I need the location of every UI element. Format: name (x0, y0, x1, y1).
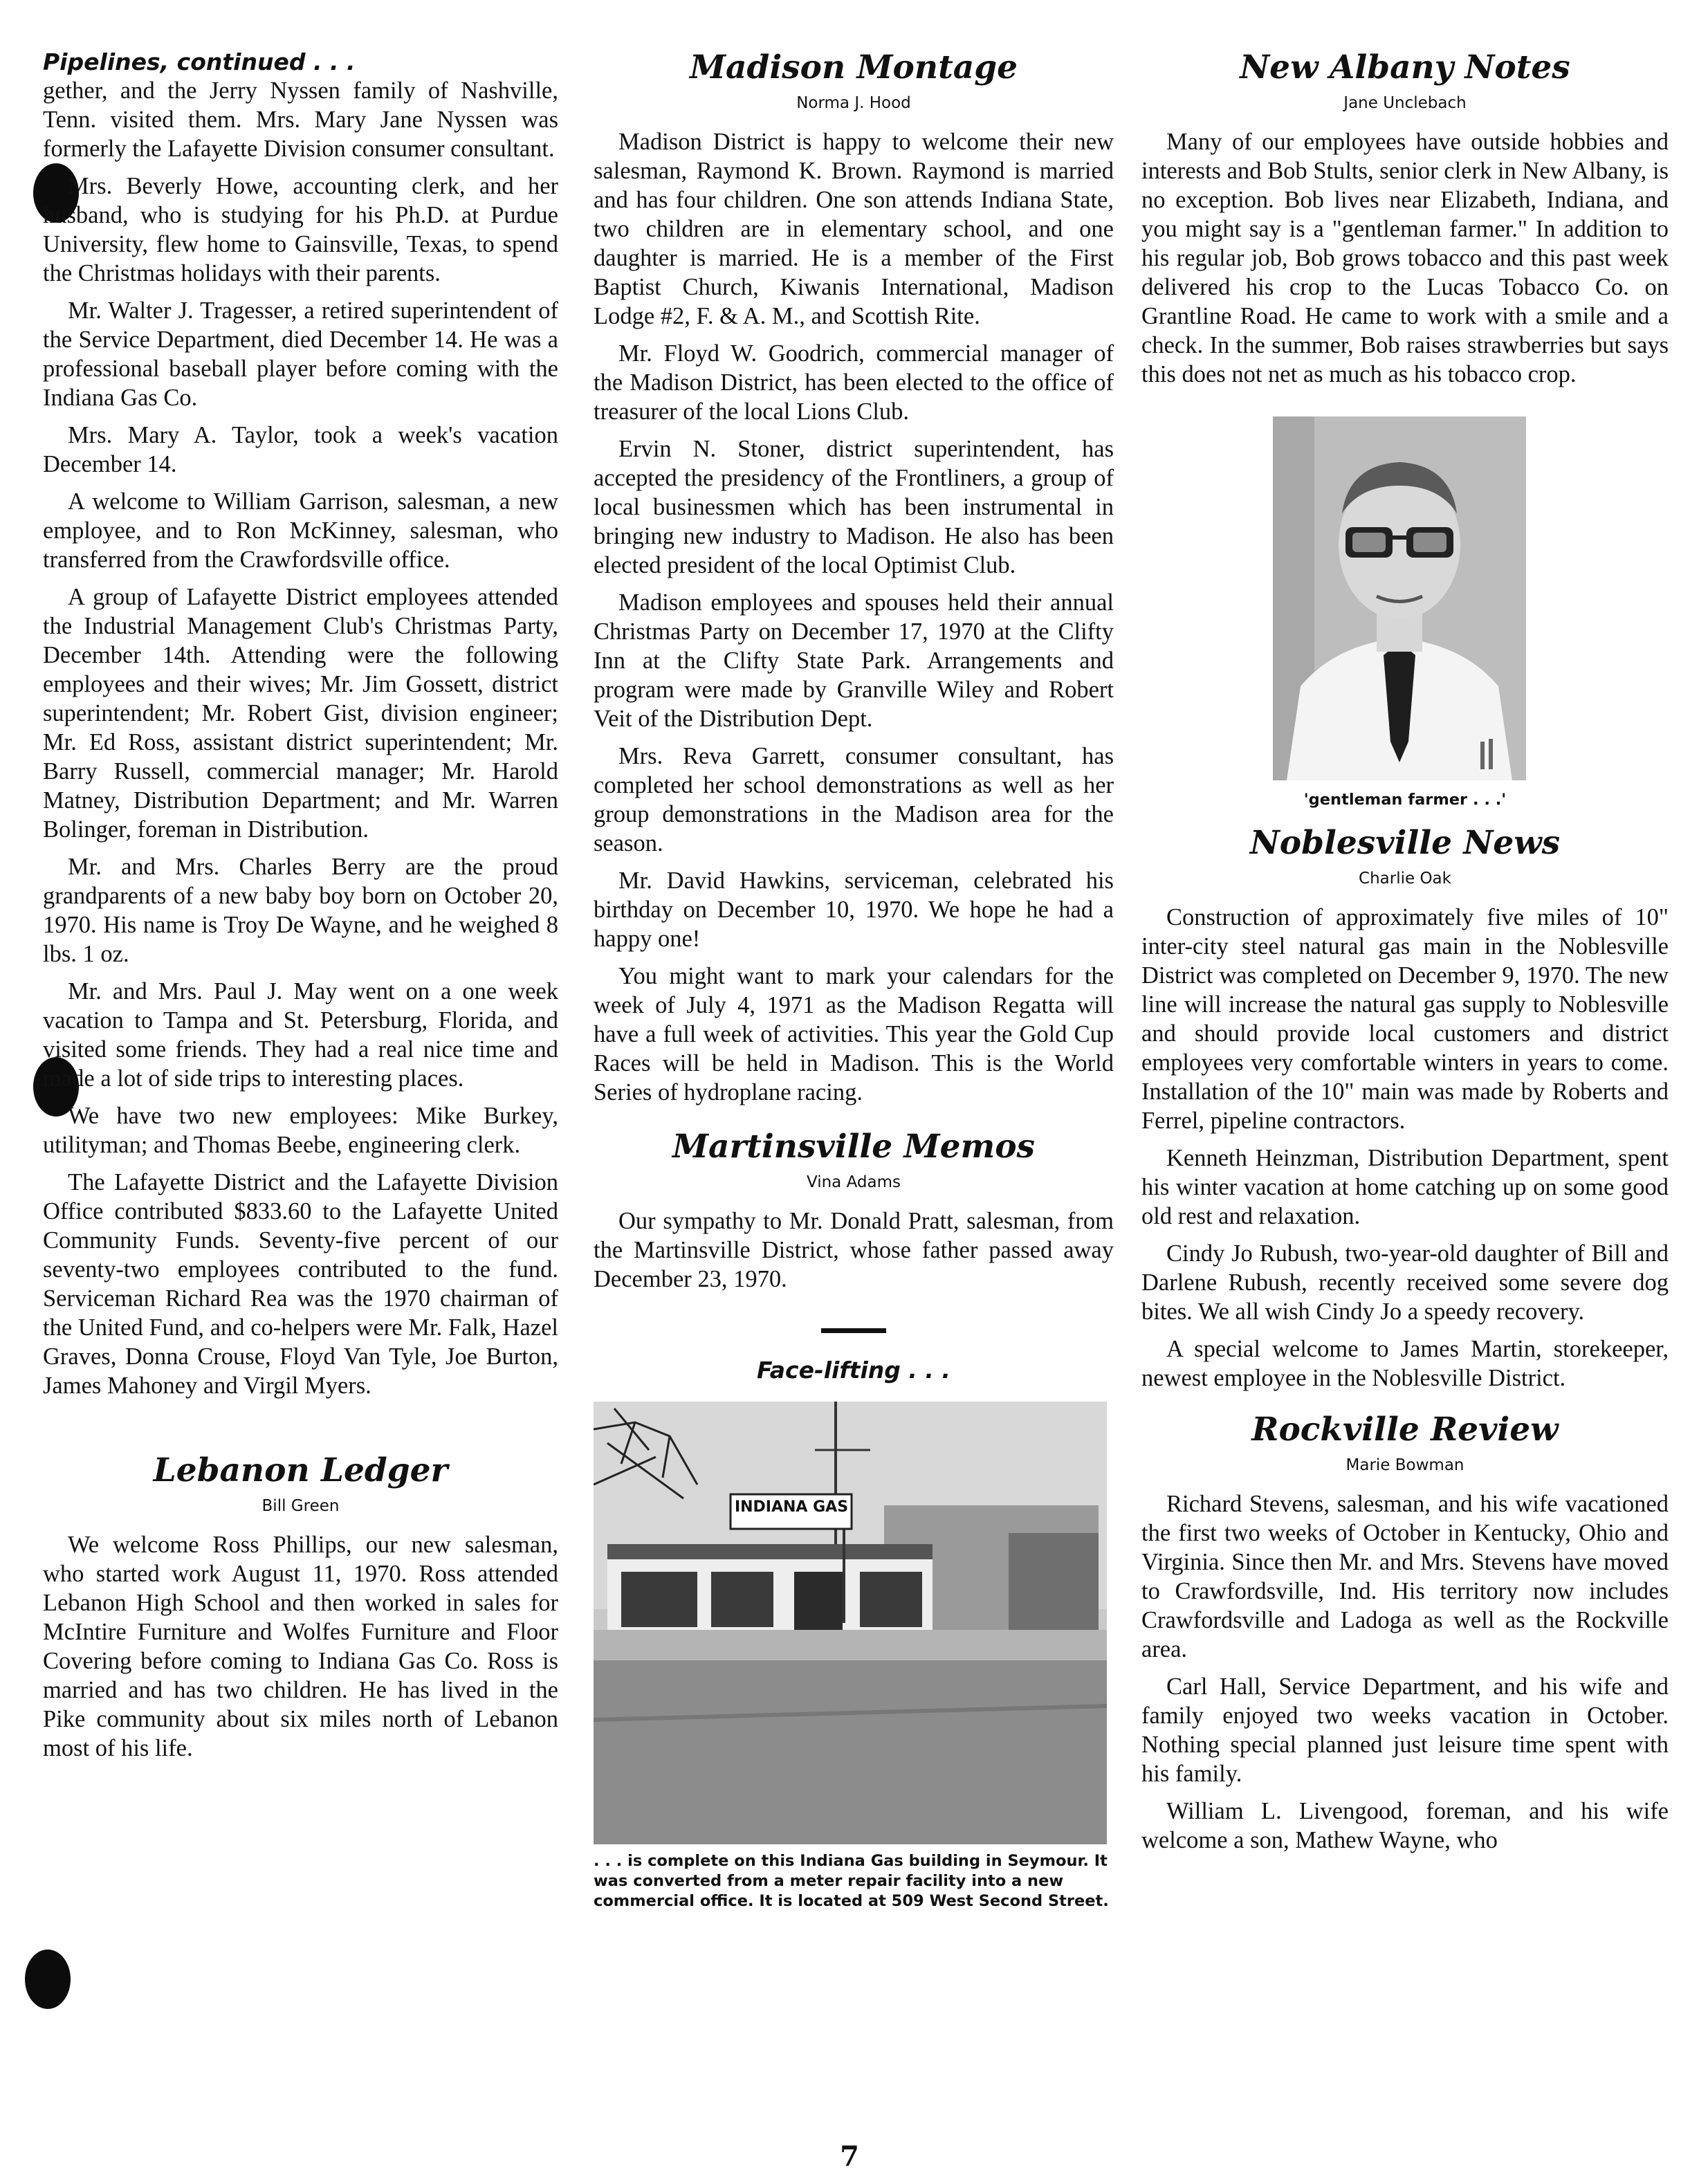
section-title-madison: Madison Montage (689, 48, 1018, 86)
article-paragraph: Cindy Jo Rubush, two-year-old daughter of Bill and Darlene Rubush, recently received some severe dog bites. We all wish Cindy Jo a speedy recovery. (1141, 1240, 1669, 1325)
article-paragraph: You might want to mark your calendars for the week of July 4, 1971 as the Madison Regatta will have a full week of activities. This year the Gold Cup Races will be held in Madison. This is the World Series of hydroplane racing. (594, 963, 1114, 1105)
article-paragraph: Mrs. Mary A. Taylor, took a week's vacation December 14. (43, 422, 558, 477)
binder-hole-bottom (25, 1949, 71, 2009)
article-paragraph: The Lafayette District and the Lafayette Division Office contributed $833.60 to the Lafayette United Community Funds. Seventy-five percent of our seventy-two employees contributed to the fund. Serviceman Richard Rea was the 1970 chairman of the United Fund, and co-helpers were Mr. Falk, Hazel Graves, Donna Crouse, Floyd Van Tyle, Joe Burton, James Mahoney and Virgil Myers. (43, 1169, 558, 1399)
section-byline: Jane Unclebach (1343, 94, 1467, 112)
section-title-martinsville: Martinsville Memos (672, 1128, 1036, 1166)
photo-kicker: Face-lifting . . . (757, 1357, 950, 1384)
portrait-photo-image (1273, 416, 1526, 780)
article-paragraph: Many of our employees have outside hobbies and interests and Bob Stults, senior clerk in New Albany, is no exception. Bob lives near Elizabeth, Indiana, and you might say is a "gentleman farmer." In addition to his regular job, Bob grows tobacco and this past week delivered his crop to the Lucas Tobacco Co. on Grantline Road. He came to work with a smile and a check. In the summer, Bob raises strawberries but says this does not net as much as his tobacco crop. (1141, 129, 1669, 387)
building-photo (594, 1402, 1107, 1844)
portrait-photo (1273, 416, 1526, 780)
continued-heading: Pipelines, continued . . . (43, 48, 356, 75)
article-paragraph: Mr. and Mrs. Charles Berry are the proud grandparents of a new baby boy born on October 20, 1970. His name is Troy De Wayne, and he weighed 8 lbs. 1 oz. (43, 854, 558, 967)
article-paragraph: William L. Livengood, foreman, and his wife welcome a son, Mathew Wayne, who (1141, 1798, 1669, 1853)
section-title-rockville: Rockville Review (1251, 1411, 1559, 1449)
portrait-caption: 'gentleman farmer . . .' (1303, 791, 1507, 809)
article-paragraph: We welcome Ross Phillips, our new salesman, who started work August 11, 1970. Ross attended Lebanon High School and then worked in sales for McIntire Furniture and Wolfes Furniture and Floor Covering before coming to Indiana Gas Co. Ross is married and has two children. He has lived in the Pike community about six miles north of Lebanon most of his life. (43, 1532, 558, 1761)
article-paragraph: Mr. Floyd W. Goodrich, commercial manager of the Madison District, has been elected to the office of treasurer of the local Lions Club. (594, 340, 1114, 425)
article-paragraph: We have two new employees: Mike Burkey, utilityman; and Thomas Beebe, engineering clerk. (43, 1103, 558, 1158)
column-right (1141, 48, 1669, 1863)
section-byline: Norma J. Hood (796, 94, 911, 112)
article-paragraph: Mr. and Mrs. Paul J. May went on a one week vacation to Tampa and St. Petersburg, Florida, and visited some friends. They had a real nice time and made a lot of side trips to interesting places. (43, 978, 558, 1092)
section-title-noblesville: Noblesville News (1249, 824, 1561, 862)
section-byline: Bill Green (261, 1497, 340, 1515)
section-divider-rule (821, 1328, 886, 1333)
section-title-lebanon: Lebanon Ledger (153, 1451, 448, 1489)
article-paragraph: A special welcome to James Martin, storekeeper, newest employee in the Noblesville District. (1141, 1336, 1669, 1391)
section-byline: Vina Adams (806, 1173, 901, 1191)
section-byline: Marie Bowman (1346, 1456, 1464, 1474)
article-paragraph: Kenneth Heinzman, Distribution Department, spent his winter vacation at home catching up on some good old rest and relaxation. (1141, 1145, 1669, 1229)
column-left (43, 48, 558, 1771)
article-paragraph: Mrs. Reva Garrett, consumer consultant, has completed her school demonstrations as well as her group demonstrations in the Madison area for the season. (594, 743, 1114, 856)
article-paragraph: Ervin N. Stoner, district superintendent, has accepted the presidency of the Frontliners, a group of local businessmen which has been instrumental in bringing new industry to Madison. He also has been elected president of the local Optimist Club. (594, 436, 1114, 578)
photo-caption: . . . is complete on this Indiana Gas building in Seymour. It was converted from a meter repair facility into a new commercial office. It is located at 509 West Second Street. (594, 1852, 1109, 1910)
article-paragraph: Carl Hall, Service Department, and his wife and family enjoyed two weeks vacation in October. Nothing special planned just leisure time spent with his family. (1141, 1673, 1669, 1787)
article-paragraph: Mr. David Hawkins, serviceman, celebrated his birthday on December 10, 1970. We hope he had a happy one! (594, 868, 1114, 952)
article-paragraph: Madison District is happy to welcome their new salesman, Raymond K. Brown. Raymond is married and has four children. One son attends Indiana State, two children are in elementary school, and one daughter is married. He is a member of the First Baptist Church, Kiwanis International, Madison Lodge #2, F. & A. M., and Scottish Rite. (594, 129, 1114, 329)
building-photo-image (594, 1402, 1107, 1844)
article-paragraph: Mrs. Beverly Howe, accounting clerk, and her husband, who is studying for his Ph.D. at Purdue University, flew home to Gainsville, Texas, to spend the Christmas holidays with their parents. (43, 173, 558, 286)
article-paragraph: Mr. Walter J. Tragesser, a retired superintendent of the Service Department, died December 14. He was a professional baseball player before coming with the Indiana Gas Co. (43, 297, 558, 411)
section-title-new-albany: New Albany Notes (1240, 48, 1570, 86)
article-paragraph: Construction of approximately five miles of 10" inter-city steel natural gas main in the Noblesville District was completed on December 9, 1970. The new line will increase the natural gas supply to Noblesville and should provide local customers and district employees very comfortable winters in years to come. Installation of the 10" main was made by Roberts and Ferrel, pipeline contractors. (1141, 904, 1669, 1134)
article-paragraph: Our sympathy to Mr. Donald Pratt, salesman, from the Martinsville District, whose father passed away December 23, 1970. (594, 1208, 1114, 1292)
photo-sign-text: INDIANA GAS (734, 1498, 849, 1516)
article-paragraph: Madison employees and spouses held their annual Christmas Party on December 17, 1970 at the Clifty Inn at the Clifty State Park. Arrangements and program were made by Granville Wiley and Robert Veit of the Distribution Dept. (594, 589, 1114, 732)
article-paragraph: gether, and the Jerry Nyssen family of Nashville, Tenn. visited them. Mrs. Mary Jane Nyssen was formerly the Lafayette Division consumer consultant. (43, 77, 558, 162)
column-middle (594, 48, 1114, 1911)
page-number: 7 (840, 2140, 859, 2173)
section-byline: Charlie Oak (1359, 870, 1451, 888)
article-paragraph: A group of Lafayette District employees attended the Industrial Management Club's Christmas Party, December 14th. Attending were the following employees and their wives; Mr. Jim Gossett, district superintendent; Mr. Robert Gist, division engineer; Mr. Ed Ross, assistant district superintendent; Mr. Barry Russell, commercial manager; Mr. Harold Matney, Distribution Department; and Mr. Warren Bolinger, foreman in Distribution. (43, 584, 558, 843)
article-paragraph: A welcome to William Garrison, salesman, a new employee, and to Ron McKinney, salesman, who transferred from the Crawfordsville office. (43, 488, 558, 573)
article-paragraph: Richard Stevens, salesman, and his wife vacationed the first two weeks of October in Kentucky, Ohio and Virginia. Since then Mr. and Mrs. Stevens have moved to Crawfordsville, Ind. His territory now includes Crawfordsville and Ladoga as well as the Rockville area. (1141, 1491, 1669, 1662)
